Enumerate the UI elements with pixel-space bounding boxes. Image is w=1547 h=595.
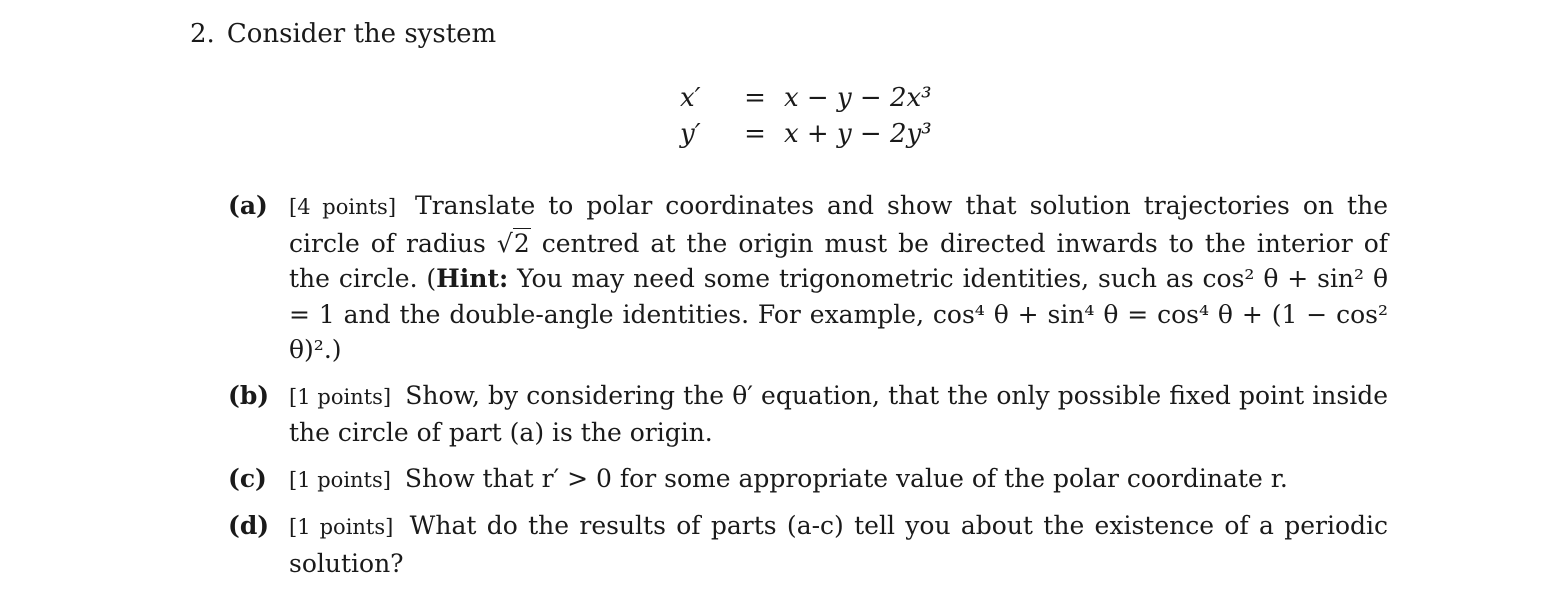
sqrt-radicand: 2 <box>513 228 530 258</box>
part-d <box>228 508 1388 581</box>
radical-sign: √ <box>496 228 513 258</box>
problem-parts <box>228 188 1388 591</box>
hint-text: You may need some trigonometric identities, such as cos² θ + sin² θ = 1 and the double-angle identities. For example, cos⁴ θ + sin⁴ θ = cos⁴ θ + (1 − cos² θ)².) <box>289 264 1388 364</box>
sqrt-expression <box>497 226 531 262</box>
part-text: Show, by considering the θ′ equation, that the only possible fixed point inside the circle of part (a) is the origin. <box>289 380 1388 447</box>
points-badge: [1 points] <box>289 515 394 539</box>
part-c <box>228 461 1388 499</box>
equation-rhs: x − y − 2x³ <box>784 83 932 113</box>
problem-number: 2. <box>190 19 215 49</box>
part-text: Show that r′ > 0 for some appropriate value of the polar coordinate r. <box>404 463 1288 493</box>
equation-equals: = <box>744 83 766 113</box>
points-badge: [4 points] <box>289 195 397 219</box>
part-label: (d) <box>228 511 270 540</box>
points-badge: [1 points] <box>289 467 391 492</box>
equation-lhs: y′ <box>680 119 701 149</box>
equation-rhs: x + y − 2y³ <box>784 119 932 149</box>
part-text: centred at the origin must be directed inwards to the interior of the circle. ( <box>289 228 1388 293</box>
equation-equals: = <box>744 119 766 149</box>
equation-lhs: x′ <box>680 83 701 113</box>
part-text: What do the results of parts (a-c) tell you about the existence of a periodic solution? <box>289 511 1388 578</box>
part-label: (c) <box>228 463 267 493</box>
part-label: (b) <box>228 380 270 410</box>
equation-row <box>680 80 932 116</box>
part-label: (a) <box>228 191 268 220</box>
part-b <box>228 378 1388 451</box>
problem-header <box>190 16 496 52</box>
equation-system <box>680 80 932 152</box>
part-text: Translate to polar coordinates and show that solution trajectories on the circle of radius <box>289 191 1388 258</box>
part-a <box>228 188 1388 368</box>
points-badge: [1 points] <box>289 384 392 409</box>
problem-intro: Consider the system <box>226 19 497 49</box>
equation-row <box>680 116 932 152</box>
hint-label: Hint: <box>436 264 509 293</box>
